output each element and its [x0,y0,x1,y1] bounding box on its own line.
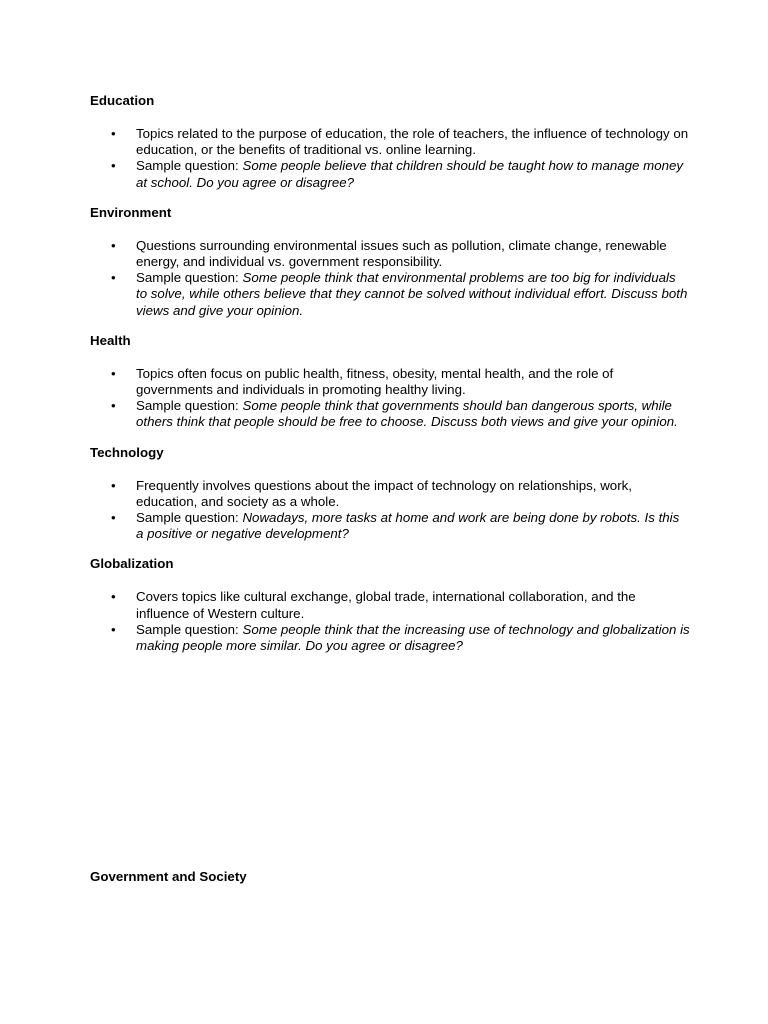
section-education [90,93,690,191]
bullet-icon: • [111,270,116,286]
topic-text: Topics related to the purpose of education, the role of teachers, the influence of technology on education, or the benefits of traditional vs. online learning. [136,126,689,158]
list-item [90,398,690,430]
bullet-icon: • [111,365,116,381]
sample-prefix: Sample question: [136,158,243,174]
list-item [90,622,690,654]
list-item [90,366,690,398]
sample-prefix: Sample question: [136,398,243,414]
section-technology [90,445,690,543]
sample-question: Some people think that environmental problems are too big for individuals to solve, while others believe that they cannot be solved without individual effort. Discuss both views and give your opinion. [136,270,688,318]
section-heading: Environment [90,204,172,220]
sample-question: Some people think that governments should ban dangerous sports, while others think that people should be free to choose. Discuss both views and give your opinion. [136,398,678,430]
list-item [90,510,690,542]
list-item [90,270,690,319]
bullet-list [90,238,690,319]
sample-question: Nowadays, more tasks at home and work are being done by robots. Is this a positive or negative development? [136,510,680,542]
sample-question: Some people think that the increasing use of technology and globalization is making people more similar. Do you agree or disagree? [136,621,690,654]
bullet-list [90,478,690,543]
list-item [90,158,690,190]
topic-text: Questions surrounding environmental issues such as pollution, climate change, renewable energy, and individual vs. government responsibility. [136,237,667,270]
topic-text: Covers topics like cultural exchange, global trade, international collaboration, and the influence of Western culture. [136,589,636,621]
section-heading: Education [90,93,155,108]
list-item [90,238,690,270]
section-heading: Health [90,332,131,348]
sample-prefix: Sample question: [136,621,243,637]
section-globalization [90,556,690,654]
list-item [90,478,690,510]
document-body [90,93,690,668]
sample-prefix: Sample question: [136,270,243,286]
topic-text: Frequently involves questions about the impact of technology on relationships, work, education, and society as a whole. [136,477,632,509]
list-item [90,589,690,621]
bullet-icon: • [111,398,116,414]
section-heading: Globalization [90,556,174,572]
topic-text: Topics often focus on public health, fitness, obesity, mental health, and the role of governments and individuals in promoting healthy living. [136,365,614,398]
bullet-list [90,366,690,431]
bullet-list [90,126,690,191]
list-item [90,126,690,158]
section-environment [90,205,690,319]
bullet-icon: • [111,158,116,174]
bullet-icon: • [111,589,116,605]
bullet-list [90,589,690,654]
section-heading-government-and-society: Government and Society [90,869,247,884]
bullet-icon: • [111,621,116,637]
bullet-icon: • [111,477,116,493]
bullet-icon: • [111,510,116,526]
section-health [90,333,690,431]
bullet-icon: • [111,126,116,141]
sample-prefix: Sample question: [136,510,243,526]
sample-question: Some people believe that children should be taught how to manage money at school. Do you agree or disagree? [136,158,684,190]
section-heading: Technology [90,444,164,460]
bullet-icon: • [111,237,116,253]
